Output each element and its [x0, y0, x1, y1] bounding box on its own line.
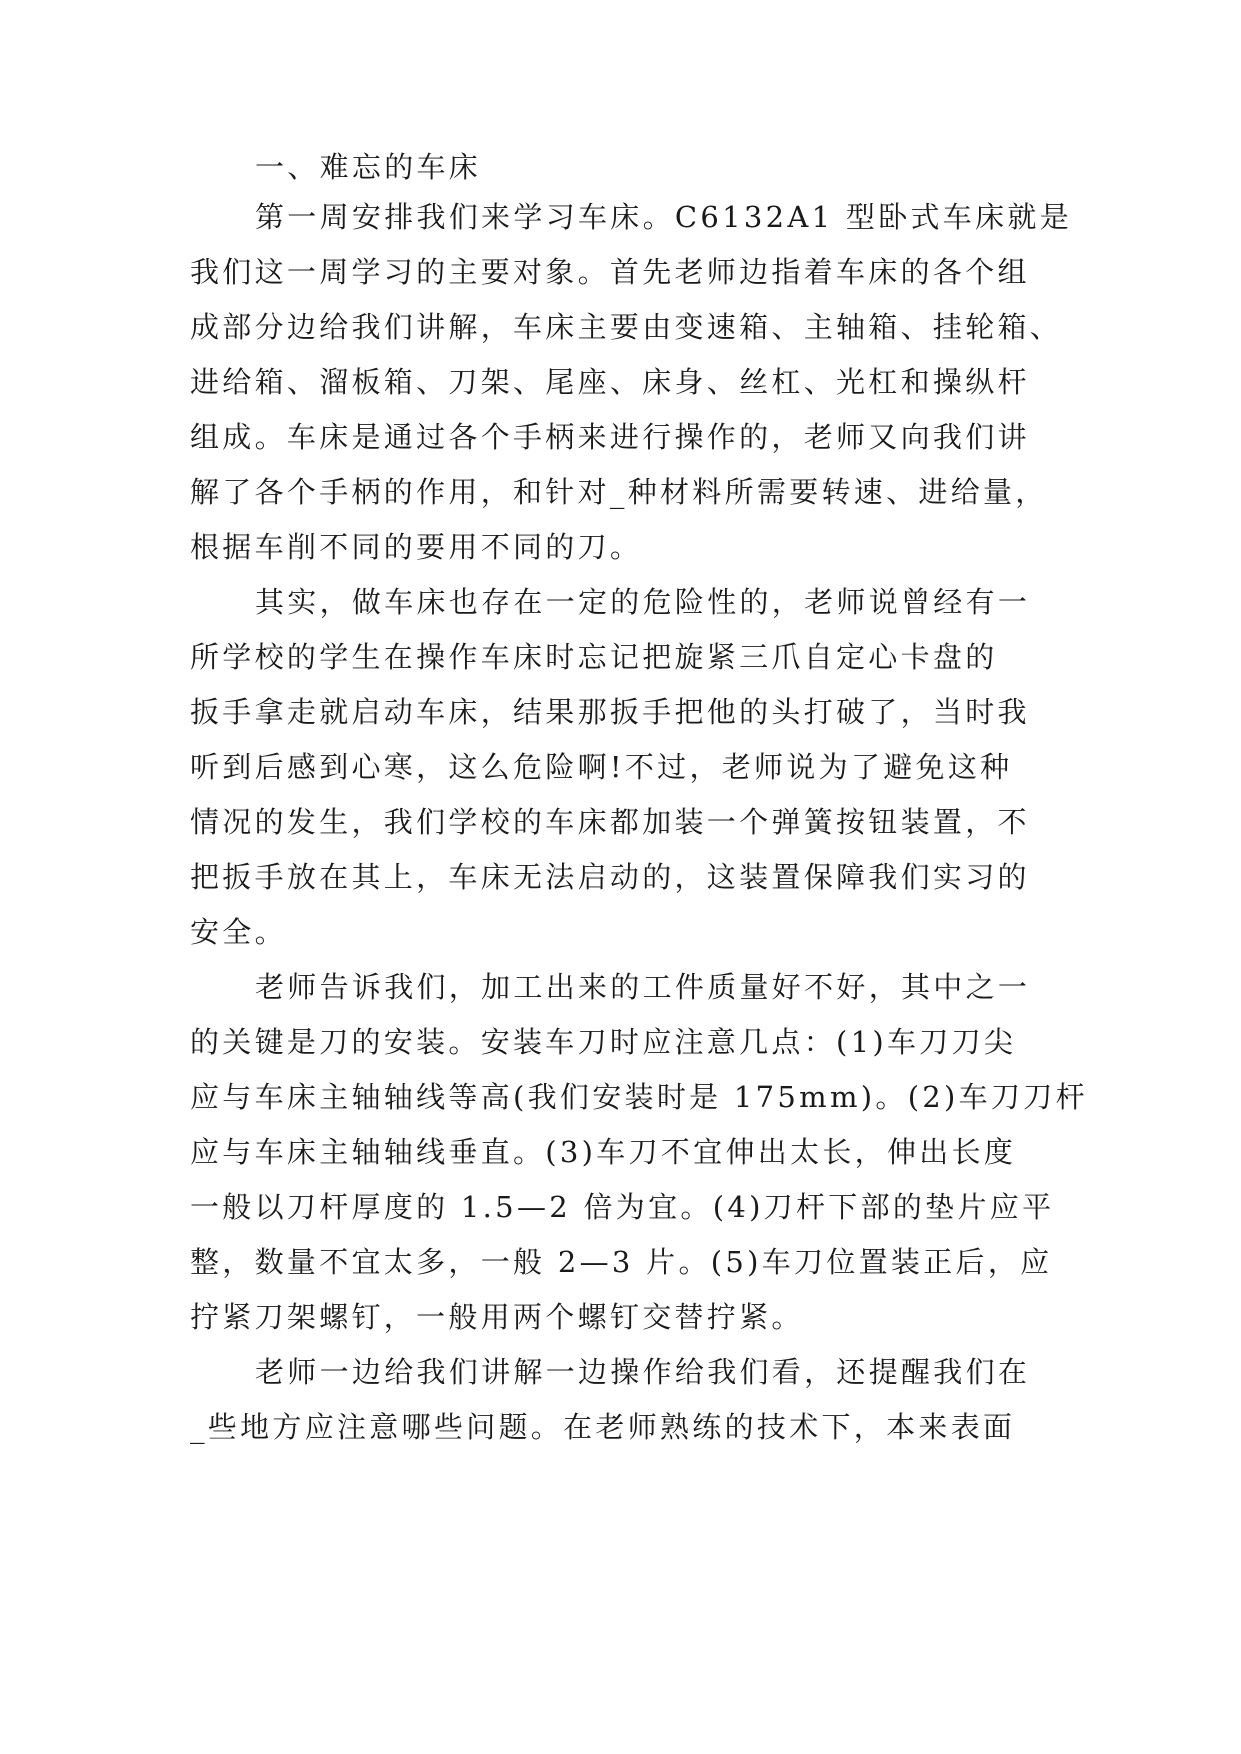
text-line: 拧紧刀架螺钉，一般用两个螺钉交替拧紧。 — [190, 1300, 804, 1334]
text-line: 情况的发生，我们学校的车床都加装一个弹簧按钮装置，不 — [190, 805, 1030, 839]
text-line: 安全。 — [190, 915, 287, 949]
text-line: 解了各个手柄的作用，和针对_种材料所需要转速、进给量， — [190, 475, 1048, 509]
text-line: 应与车床主轴轴线等高(我们安装时是 175mm)。(2)车刀刀杆 — [190, 1080, 1088, 1114]
text-line: 应与车床主轴轴线垂直。(3)车刀不宜伸出太长，伸出长度 — [190, 1135, 1017, 1169]
text-line: 我们这一周学习的主要对象。首先老师边指着车床的各个组 — [190, 255, 1030, 289]
text-line: 老师告诉我们，加工出来的工件质量好不好，其中之一 — [255, 970, 1031, 1004]
text-line: 扳手拿走就启动车床，结果那扳手把他的头打破了，当时我 — [190, 695, 1030, 729]
text-line: 成部分边给我们讲解，车床主要由变速箱、主轴箱、挂轮箱、 — [190, 310, 1063, 344]
text-line: 其实，做车床也存在一定的危险性的，老师说曾经有一 — [255, 585, 1031, 619]
text-line: _些地方应注意哪些问题。在老师熟练的技术下，本来表面 — [190, 1410, 1016, 1444]
section-heading: 一、难忘的车床 — [255, 150, 482, 184]
text-line: 第一周安排我们来学习车床。C6132A1 型卧式车床就是 — [255, 200, 1073, 234]
text-line: 听到后感到心寒，这么危险啊!不过，老师说为了避免这种 — [190, 750, 1013, 784]
text-line: 的关键是刀的安装。安装车刀时应注意几点：(1)车刀刀尖 — [190, 1025, 1017, 1059]
text-line: 根据车削不同的要用不同的刀。 — [190, 530, 643, 564]
text-line: 老师一边给我们讲解一边操作给我们看，还提醒我们在 — [255, 1355, 1031, 1389]
text-line: 一般以刀杆厚度的 1.5—2 倍为宜。(4)刀杆下部的垫片应平 — [190, 1190, 1055, 1224]
text-line: 整，数量不宜太多，一般 2—3 片。(5)车刀位置装正后，应 — [190, 1245, 1053, 1279]
text-line: 组成。车床是通过各个手柄来进行操作的，老师又向我们讲 — [190, 420, 1030, 454]
text-line: 所学校的学生在操作车床时忘记把旋紧三爪自定心卡盘的 — [190, 640, 998, 674]
text-line: 把扳手放在其上，车床无法启动的，这装置保障我们实习的 — [190, 860, 1030, 894]
text-line: 进给箱、溜板箱、刀架、尾座、床身、丝杠、光杠和操纵杆 — [190, 365, 1030, 399]
